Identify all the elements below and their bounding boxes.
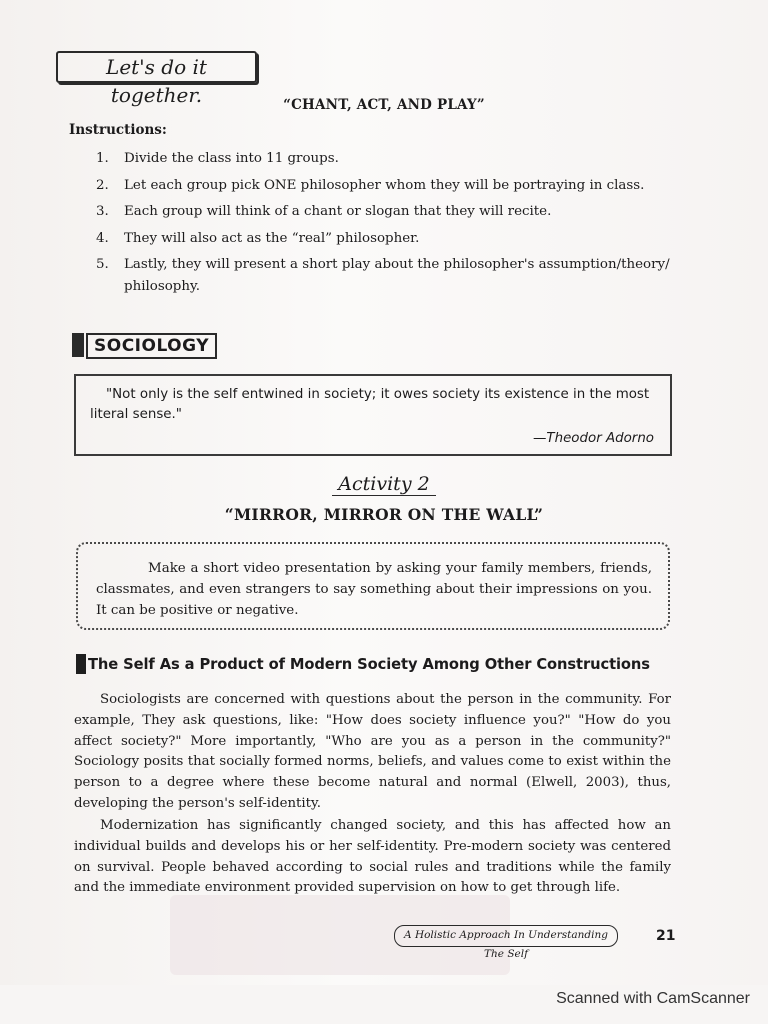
list-number: 1. <box>96 151 109 166</box>
page-number: 21 <box>656 928 676 944</box>
activity-label-text: Activity 2 <box>332 473 435 496</box>
activity-label <box>0 473 768 495</box>
activity-description-box <box>76 542 670 630</box>
section-tag-label: SOCIOLOGY <box>86 333 217 359</box>
activity2-title: “MIRROR, MIRROR ON THE WALL” <box>224 505 544 524</box>
quote-box <box>74 374 672 456</box>
scanner-watermark: Scanned with CamScanner <box>556 990 750 1007</box>
list-item <box>96 148 706 170</box>
activity-description: Make a short video presentation by asking your family members, friends, classmates, and even strangers to say something about their impressions on you. It can be positive or negative. <box>96 561 652 618</box>
section-tag <box>72 333 217 357</box>
list-text: Let each group pick ONE philosopher whom they will be portraying in class. <box>124 177 645 193</box>
list-item <box>96 201 706 223</box>
list-item <box>96 175 706 197</box>
list-item <box>96 254 706 298</box>
section-heading: The Self As a Product of Modern Society Among Other Constructions <box>88 656 650 673</box>
quote-text: "Not only is the self entwined in society; it owes society its existence in the most literal sense." <box>90 387 650 422</box>
list-item <box>96 228 706 250</box>
list-text: Lastly, they will present a short play about the philosopher's assumption/theory/ philosophy. <box>124 257 670 294</box>
header-badge: Let's do it together. <box>56 51 257 83</box>
quote-author: —Theodor Adorno <box>533 431 654 446</box>
activity-title: “CHANT, ACT, AND PLAY” <box>283 97 485 113</box>
paragraph: Sociologists are concerned with questions about the person in the community. For example, They ask questions, like: "How does society influence you?" "How do you affect society?" More importantly, "Who are you as a person in the community?" Sociology posits that socially formed norms, beliefs, and values come to exist within the person to a degree where these become natural and normal (Elwell, 2003), thus, developing the person's self-identity. <box>74 692 671 811</box>
paragraph: Modernization has significantly changed society, and this has affected how an individual builds and develops his or her self-identity. Pre-modern society was centered on survival. People behaved according to social rules and traditions while the family and the immediate environment provided supervision on how to get through life. <box>74 818 671 896</box>
footer-book-title: A Holistic Approach In Understanding The Self <box>394 925 618 947</box>
heading-marker <box>76 654 86 674</box>
instructions-label: Instructions: <box>69 122 167 138</box>
list-number: 3. <box>96 204 109 219</box>
list-text: Divide the class into 11 groups. <box>124 151 339 166</box>
list-number: 2. <box>96 177 109 193</box>
instructions-list <box>96 148 706 303</box>
list-text: They will also act as the “real” philosopher. <box>124 230 420 246</box>
list-number: 5. <box>96 257 109 272</box>
list-text: Each group will think of a chant or slogan that they will recite. <box>124 204 552 219</box>
list-number: 4. <box>96 230 109 246</box>
